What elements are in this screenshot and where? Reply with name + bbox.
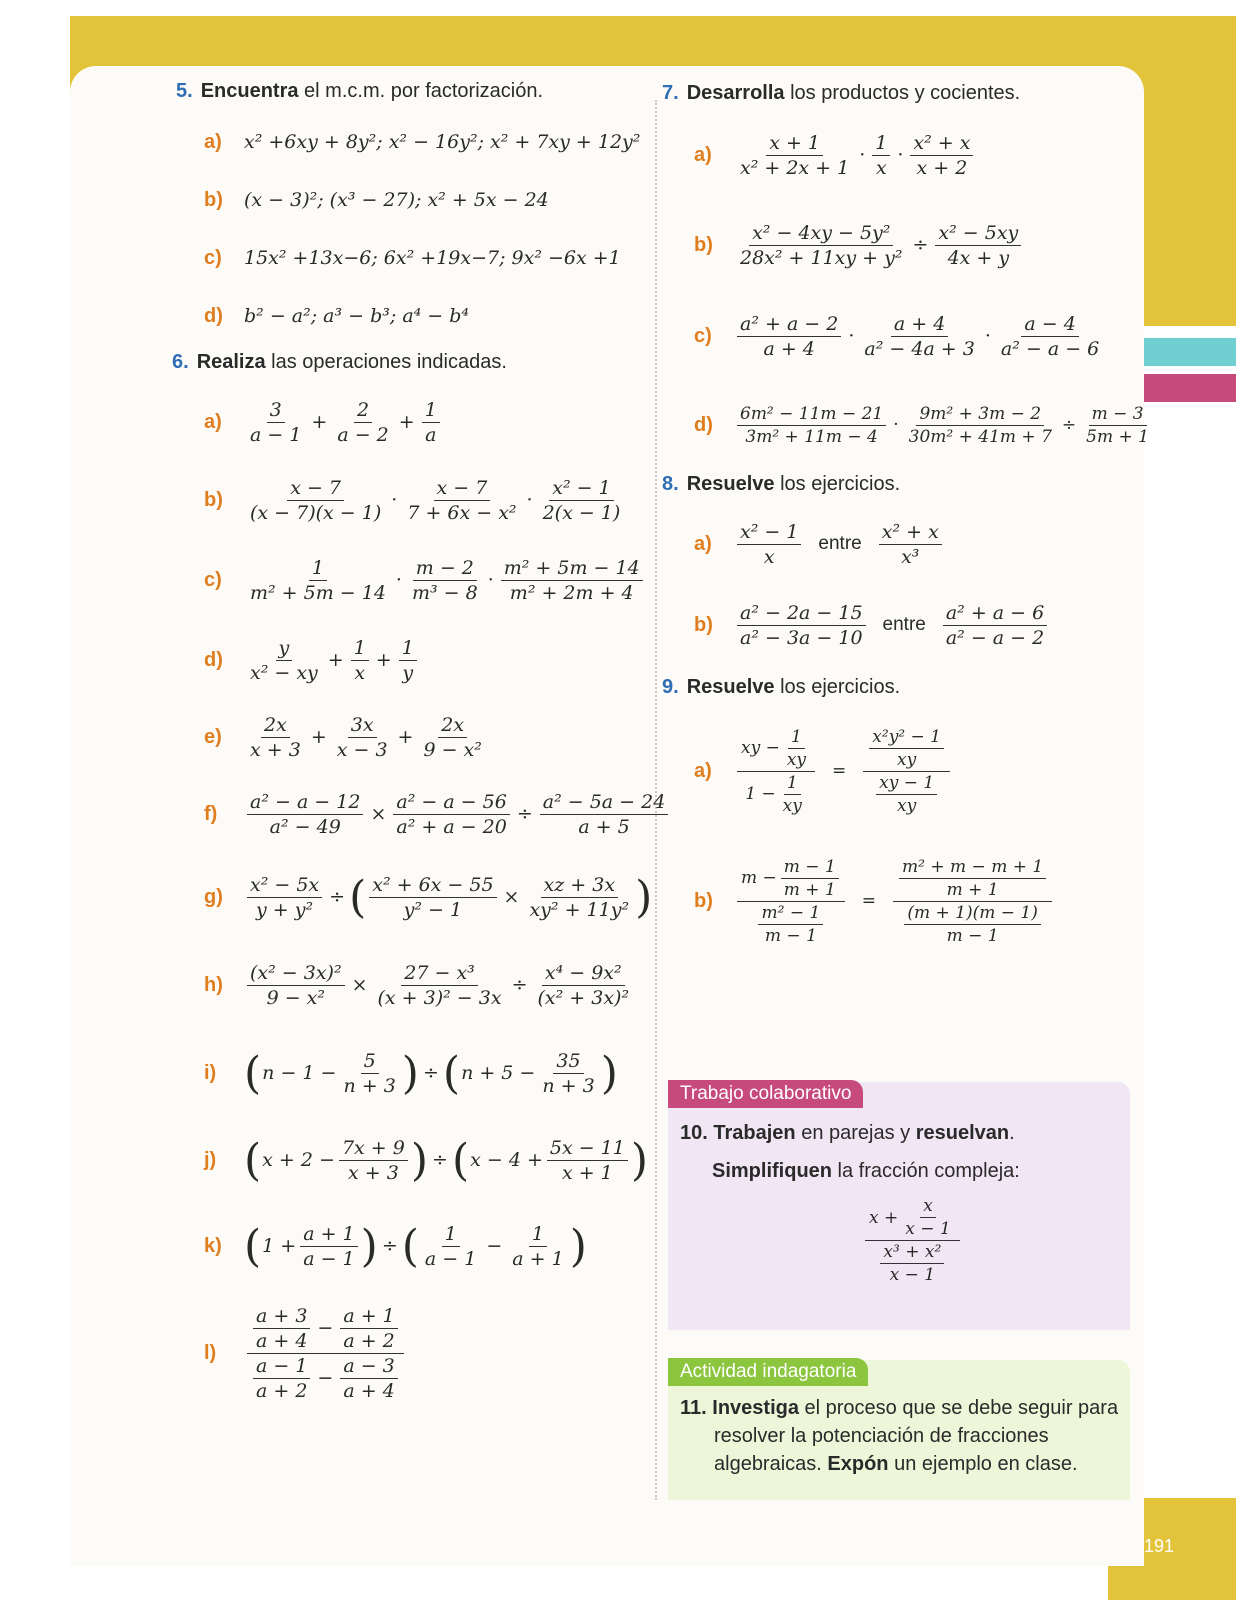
math-expression: ( x + 2 − $\frac{7x + 9}{x + 3}$ ) ÷ ( x − 4 + $\frac{5x - 11}{x + 1}$ ) bbox=[244, 1134, 649, 1186]
fraction bbox=[247, 477, 384, 524]
numerator: x² − 1 bbox=[549, 477, 613, 501]
numerator: 2x bbox=[438, 714, 467, 738]
fraction bbox=[300, 1223, 357, 1270]
denominator: x − 3 bbox=[336, 738, 388, 761]
ex6-item-e: e) $\frac{2x}{x + 3}$ + $\frac{3x}{x - 3}$ + $\frac{2x}{\text{9 − x²}}$ bbox=[204, 700, 646, 774]
fraction bbox=[737, 222, 905, 269]
numerator: x³ + x² bbox=[880, 1242, 944, 1264]
operator: − bbox=[486, 1235, 503, 1257]
denominator: xy bbox=[786, 749, 807, 770]
denominator: 30m² + 41m + 7 bbox=[908, 426, 1052, 447]
math-term: n − 1 − bbox=[262, 1062, 337, 1084]
page-number: 191 bbox=[1144, 1536, 1175, 1556]
fraction bbox=[375, 962, 505, 1009]
math-expression: $\frac{\text{x² − 1}}{x}$ entre $\frac{\text{x² + x}}{\text{x³}}$ bbox=[734, 521, 945, 568]
fraction bbox=[340, 1305, 397, 1352]
fraction bbox=[393, 791, 509, 838]
numerator: 9m² + 3m − 2 bbox=[916, 404, 1044, 426]
denominator: x bbox=[354, 661, 366, 684]
fraction bbox=[737, 521, 801, 568]
operator: − bbox=[317, 1317, 334, 1339]
fraction bbox=[998, 313, 1102, 360]
denominator: a − 1 bbox=[303, 1247, 355, 1270]
operator: · bbox=[526, 489, 533, 511]
denominator: m − 1 bbox=[946, 925, 999, 946]
numerator: x² + x bbox=[910, 132, 973, 156]
numerator bbox=[893, 857, 1052, 902]
ex6-item-k: k) ( 1 + $\frac{a + 1}{a - 1}$ ) ÷ ( $\frac{1}{a - 1}$ − $\frac{1}{a + 1}$ ) bbox=[204, 1220, 587, 1272]
denominator: x + 3 bbox=[347, 1161, 399, 1184]
fraction bbox=[540, 791, 669, 838]
fraction bbox=[737, 727, 815, 816]
fraction bbox=[340, 1355, 397, 1402]
denominator: x + 3 bbox=[250, 738, 301, 761]
denominator: (x + 3)² − 3x bbox=[377, 986, 502, 1009]
numerator: 2 bbox=[354, 399, 372, 423]
fraction bbox=[902, 1196, 953, 1239]
math-expression bbox=[244, 399, 443, 446]
numerator: a + 4 bbox=[891, 313, 948, 337]
operator: · bbox=[893, 415, 899, 435]
denominator: 7 + 6x − x² bbox=[407, 501, 517, 524]
denominator: xy bbox=[897, 795, 917, 816]
denominator: 9 − x² bbox=[266, 986, 325, 1009]
ex6-item-i: i) ( n − 1 − $\frac{5}{n + 3}$ ) ÷ ( n + 5 − $\frac{35}{n + 3}$ ) bbox=[204, 1047, 618, 1099]
denominator: (x² + 3x)² bbox=[537, 986, 630, 1009]
operator: · bbox=[984, 325, 991, 347]
denominator: a + 4 bbox=[256, 1329, 308, 1352]
numerator: 5 bbox=[361, 1050, 379, 1074]
ex7-item-d: d) $\frac{\text{6m² − 11m − 21}}{\text{3m² + 11m − 4}}$ · $\frac{\text{9m² + 3m − 2}}{\text{30m² + 41m + 7}}$ ÷ $\frac{m - 3}{5m + 1}$ bbox=[694, 381, 1126, 469]
denominator bbox=[870, 772, 943, 816]
math-expression bbox=[734, 727, 953, 816]
fraction bbox=[247, 962, 345, 1009]
fraction bbox=[534, 962, 632, 1009]
fraction bbox=[399, 637, 417, 684]
denominator: x + 1 bbox=[561, 1161, 613, 1184]
ex8-item-b: b) $\frac{\text{a² − 2a − 15}}{\text{a² − 3a − 10}}$ entre $\frac{\text{a² + a − 6}}{\text{a² − a − 2}}$ bbox=[694, 584, 1126, 666]
operator: · bbox=[897, 144, 904, 166]
denominator bbox=[741, 772, 811, 816]
fraction bbox=[253, 1355, 310, 1402]
fraction bbox=[865, 1196, 960, 1285]
denominator: (x − 7)(x − 1) bbox=[250, 501, 382, 524]
numerator: 3x bbox=[348, 714, 377, 738]
numerator bbox=[865, 1196, 960, 1241]
ex6-item-g: g) $\frac{\text{x² − 5x}}{\text{y + y²}}$ ÷ ( $\frac{\text{x² + 6x − 55}}{\text{y² − 1}}$ × $\frac{xz + 3x}{\text{xy² + 11y²}}$ ) bbox=[204, 871, 653, 923]
operator: ÷ bbox=[912, 234, 929, 256]
ex6-item-f: f) $\frac{\text{a² − a − 12}}{\text{a² − 49}}$ × $\frac{\text{a² − a − 56}}{\text{a² + a − 20}}$ ÷ $\frac{\text{a² − 5a − 24}}{a + 5}$ bbox=[204, 774, 646, 854]
collab-tag: Trabajo colaborativo bbox=[668, 1080, 863, 1108]
denominator: m + 1 bbox=[783, 879, 836, 900]
denominator: a + 4 bbox=[763, 337, 815, 360]
fraction bbox=[422, 1223, 479, 1270]
operator: + bbox=[375, 649, 392, 671]
numerator: (m + 1)(m − 1) bbox=[904, 903, 1041, 925]
math-expression bbox=[244, 714, 488, 761]
operator: + bbox=[311, 411, 328, 433]
ex5-item-d: d) b² − a²; a³ − b³; a⁴ − b⁴ bbox=[204, 304, 470, 327]
math-term: 1 − bbox=[745, 784, 776, 804]
fraction bbox=[737, 857, 845, 946]
denominator: a² − a − 2 bbox=[945, 626, 1045, 649]
ex9-item-a: a) xy − $\frac{1}{xy}$ 1 − $\frac{1}{xy}$ = $\frac{\frac{\text{x²y² − 1}}{xy}}{\frac{xy - 1}{xy}}$ bbox=[694, 707, 1126, 835]
numerator: x²y² − 1 bbox=[869, 727, 944, 749]
denominator: 5m + 1 bbox=[1086, 426, 1149, 447]
fraction bbox=[247, 791, 363, 838]
math-term: x + 2 − bbox=[262, 1149, 335, 1171]
operator: ÷ bbox=[1061, 415, 1077, 435]
math-expression bbox=[244, 962, 635, 1009]
operator: + bbox=[327, 649, 344, 671]
denominator: m + 1 bbox=[946, 879, 999, 900]
fraction bbox=[935, 222, 1021, 269]
operator: + bbox=[310, 726, 327, 748]
numerator: x − 7 bbox=[287, 477, 344, 501]
fraction bbox=[369, 874, 496, 921]
ex7-item-c: c) $\frac{\text{a² + a − 2}}{a + 4}$ · $\frac{a + 4}{\text{a² − 4a + 3}}$ · $\frac{a - 4}{\text{a² − a − 6}}$ bbox=[694, 291, 1126, 381]
operator: ÷ bbox=[329, 886, 346, 908]
collab-math bbox=[862, 1196, 963, 1285]
numerator: 1 bbox=[788, 727, 805, 749]
fraction bbox=[247, 874, 322, 921]
fraction bbox=[861, 313, 977, 360]
denominator: m³ − 8 bbox=[411, 581, 478, 604]
fraction bbox=[784, 727, 809, 770]
numerator: 6m² − 11m − 21 bbox=[737, 404, 886, 426]
fraction bbox=[863, 727, 950, 816]
math-expression: ( n − 1 − $\frac{5}{n + 3}$ ) ÷ ( n + 5 − $\frac{35}{n + 3}$ ) bbox=[244, 1047, 618, 1099]
denominator: x² + 2x + 1 bbox=[740, 156, 850, 179]
operator: − bbox=[317, 1367, 334, 1389]
ex7-item-a: a) $\frac{x + 1}{\text{x² + 2x + 1}}$ · $\frac{1}{x}$ · $\frac{\text{x² + x}}{x + 2}$ bbox=[694, 111, 1126, 199]
numerator: 27 − x³ bbox=[401, 962, 478, 986]
math-expression: ( 1 + $\frac{a + 1}{a - 1}$ ) ÷ ( $\frac{1}{a - 1}$ − $\frac{1}{a + 1}$ ) bbox=[244, 1220, 587, 1272]
denominator: a + 2 bbox=[256, 1379, 308, 1402]
exercise-9: 9. Resuelve los ejercicios. bbox=[662, 676, 901, 698]
fraction bbox=[409, 557, 481, 604]
numerator: a − 3 bbox=[340, 1355, 397, 1379]
fraction bbox=[526, 874, 632, 921]
numerator: xz + 3x bbox=[541, 874, 619, 898]
numerator: a − 1 bbox=[253, 1355, 310, 1379]
operator: + bbox=[398, 411, 415, 433]
fraction bbox=[339, 1137, 408, 1184]
operator: × bbox=[503, 886, 520, 908]
fraction bbox=[876, 773, 937, 816]
numerator bbox=[737, 727, 815, 772]
fraction bbox=[893, 857, 1052, 946]
operator: × bbox=[370, 803, 387, 825]
operator: · bbox=[391, 489, 398, 511]
denominator: a + 1 bbox=[512, 1247, 564, 1270]
fraction bbox=[737, 313, 841, 360]
denominator: a − 1 bbox=[250, 423, 302, 446]
fraction bbox=[539, 1050, 597, 1097]
denominator: a² − 4a + 3 bbox=[864, 337, 975, 360]
denominator: x² − xy bbox=[250, 661, 318, 684]
fraction bbox=[540, 477, 624, 524]
fraction bbox=[879, 521, 942, 568]
denominator: x + 2 bbox=[916, 156, 968, 179]
math-expression bbox=[734, 132, 976, 179]
numerator bbox=[737, 857, 845, 902]
denominator: x³ bbox=[901, 545, 920, 568]
denominator: a bbox=[425, 423, 437, 446]
numerator: x bbox=[920, 1196, 936, 1218]
fraction bbox=[247, 714, 304, 761]
numerator: a² − 2a − 15 bbox=[737, 602, 866, 626]
numerator: x² − 1 bbox=[737, 521, 801, 545]
numerator: a² + a − 2 bbox=[737, 313, 841, 337]
math-expression bbox=[244, 557, 646, 604]
math-term: x + bbox=[869, 1207, 899, 1228]
denominator: x bbox=[763, 545, 775, 568]
numerator bbox=[247, 1305, 404, 1354]
denominator: a + 5 bbox=[578, 815, 630, 838]
fraction bbox=[758, 903, 823, 946]
fraction bbox=[737, 404, 886, 447]
denominator: a² − 49 bbox=[269, 815, 341, 838]
denominator: 3m² + 11m − 4 bbox=[745, 426, 878, 447]
ex5-item-a: a) x² +6xy + 8y²; x² − 16y²; x² + 7xy + 12y² bbox=[204, 130, 641, 153]
ex6-item-h: h) $\frac{\text{(x² − 3x)²}}{\text{9 − x²}}$ × $\frac{\text{27 − x³}}{\text{(x + 3)² − 3x}}$ ÷ $\frac{\text{x⁴ − 9x²}}{\text{(x² + 3x)²}}$ bbox=[204, 940, 646, 1030]
numerator: x² + 6x − 55 bbox=[369, 874, 496, 898]
ex6-item-d: d) $\frac{y}{\text{x² − xy}}$ + $\frac{1}{x}$ + $\frac{1}{y}$ bbox=[204, 620, 646, 700]
numerator: x⁴ − 9x² bbox=[542, 962, 625, 986]
math-expression bbox=[244, 637, 420, 684]
numerator: x² − 5x bbox=[247, 874, 322, 898]
math-term: xy − bbox=[741, 738, 780, 758]
ex6-item-b: b) $\frac{x - 7}{(x - 7)(x - 1)}$ · $\frac{x - 7}{\text{7 + 6x − x²}}$ · $\frac{\text{x² − 1}}{2(x - 1)}$ bbox=[204, 460, 646, 540]
numerator: (x² − 3x)² bbox=[247, 962, 345, 986]
fraction bbox=[737, 132, 852, 179]
operator: · bbox=[395, 569, 402, 591]
numerator: 1 bbox=[351, 637, 369, 661]
denominator: a − 2 bbox=[337, 423, 389, 446]
numerator: m − 2 bbox=[413, 557, 477, 581]
fraction bbox=[420, 714, 484, 761]
fraction bbox=[247, 557, 389, 604]
ex5-item-b: b) (x − 3)²; (x³ − 27); x² + 5x − 24 bbox=[204, 188, 549, 211]
math-expression bbox=[734, 857, 1055, 946]
fraction bbox=[334, 399, 391, 446]
indag-text: 11. Investiga el proceso que se debe seguir para resolver la potenciación de fracciones algebraicas. Expón un ejemplo en clase. bbox=[680, 1397, 1119, 1475]
denominator: 4x + y bbox=[947, 246, 1010, 269]
math-term: x − 4 + bbox=[470, 1149, 543, 1171]
numerator: 3 bbox=[267, 399, 285, 423]
fraction bbox=[247, 637, 321, 684]
numerator: a² − a − 56 bbox=[393, 791, 509, 815]
fraction bbox=[247, 399, 304, 446]
denominator: n + 3 bbox=[542, 1074, 595, 1097]
numerator bbox=[863, 727, 950, 772]
numerator: x − 7 bbox=[434, 477, 491, 501]
numerator: y bbox=[276, 637, 293, 661]
numerator: m² + 5m − 14 bbox=[501, 557, 643, 581]
denominator bbox=[247, 1354, 404, 1402]
denominator: x bbox=[875, 156, 887, 179]
fraction bbox=[880, 1242, 944, 1285]
numerator: m − 1 bbox=[781, 857, 839, 879]
denominator bbox=[752, 902, 829, 946]
numerator: a + 1 bbox=[340, 1305, 397, 1329]
math-expression: $\frac{\text{x² − 5x}}{\text{y + y²}}$ ÷ ( $\frac{\text{x² + 6x − 55}}{\text{y² − 1}}$ × $\frac{xz + 3x}{\text{xy² + 11y²}}$ ) bbox=[244, 872, 652, 923]
collab-text: 10. Trabajen en parejas y resuelvan. Simplifiquen la fracción compleja: bbox=[680, 1122, 1020, 1182]
operator: ÷ bbox=[432, 1149, 448, 1171]
fraction bbox=[351, 637, 369, 684]
math-term: m − bbox=[741, 868, 777, 888]
numerator: m − 3 bbox=[1089, 404, 1147, 426]
denominator: y bbox=[402, 661, 414, 684]
operator: × bbox=[351, 974, 368, 996]
denominator: 2(x − 1) bbox=[542, 501, 621, 524]
denominator: y² − 1 bbox=[403, 898, 463, 921]
denominator: a² − 3a − 10 bbox=[740, 626, 863, 649]
numerator: m² + m − m + 1 bbox=[899, 857, 1046, 879]
denominator: xy² + 11y² bbox=[529, 898, 630, 921]
denominator: a + 2 bbox=[343, 1329, 395, 1352]
ex6-item-a: a) $\frac{3}{a - 1}$ + $\frac{2}{a - 2}$ + $\frac{1}{a}$ bbox=[204, 384, 646, 460]
math-expression: $\frac{\text{a² − 2a − 15}}{\text{a² − 3a − 10}}$ entre $\frac{\text{a² + a − 6}}{\text{a² − a − 2}}$ bbox=[734, 602, 1050, 649]
denominator: 28x² + 11xy + y² bbox=[740, 246, 903, 269]
denominator: 9 − x² bbox=[423, 738, 482, 761]
ex6-item-j: j) ( x + 2 − $\frac{7x + 9}{x + 3}$ ) ÷ ( x − 4 + $\frac{5x - 11}{x + 1}$ ) bbox=[204, 1134, 649, 1186]
numerator: 1 bbox=[529, 1223, 547, 1247]
exercise-6: 6. Realiza las operaciones indicadas. bbox=[172, 351, 507, 373]
operator: + bbox=[397, 726, 414, 748]
operator: ÷ bbox=[511, 974, 528, 996]
numerator: 2x bbox=[261, 714, 290, 738]
ex6-item-c: c) $\frac{1}{\text{m² + 5m − 14}}$ · $\frac{m - 2}{\text{m³ − 8}}$ · $\frac{\text{m² + 5m − 14}}{\text{m² + 2m + 4}}$ bbox=[204, 540, 646, 620]
indag-tag: Actividad indagatoria bbox=[668, 1358, 868, 1386]
fraction bbox=[906, 404, 1055, 447]
math-expression bbox=[734, 404, 1155, 447]
numerator: a² − 5a − 24 bbox=[540, 791, 669, 815]
numerator: x² − 4xy − 5y² bbox=[749, 222, 893, 246]
fraction bbox=[780, 773, 805, 816]
numerator: x² + x bbox=[879, 521, 942, 545]
fraction bbox=[501, 557, 643, 604]
denominator: a + 4 bbox=[343, 1379, 395, 1402]
math-expression bbox=[734, 222, 1024, 269]
exercise-5: 5. Encuentra el m.c.m. por factorización. bbox=[176, 80, 544, 102]
numerator: a − 4 bbox=[1021, 313, 1078, 337]
ex7-item-b: b) $\frac{\text{x² − 4xy − 5y²}}{\text{28x² + 11xy + y²}}$ ÷ $\frac{\text{x² − 5xy}}{4x + y}$ bbox=[694, 199, 1126, 291]
numerator: a² − a − 12 bbox=[247, 791, 363, 815]
denominator: m² + 5m − 14 bbox=[250, 581, 386, 604]
numerator: x + 1 bbox=[766, 132, 823, 156]
numerator: 7x + 9 bbox=[339, 1137, 408, 1161]
math-term: n + 5 − bbox=[461, 1062, 536, 1084]
math-expression bbox=[734, 313, 1105, 360]
numerator: 5x − 11 bbox=[547, 1137, 628, 1161]
numerator: 1 bbox=[309, 557, 327, 581]
denominator: y + y² bbox=[256, 898, 314, 921]
fraction bbox=[547, 1137, 628, 1184]
ex9-item-b: b) m − $\frac{m - 1}{m + 1}$ $\frac{\text{m² − 1}}{m - 1}$ = $\frac{\frac{\text{m² + m − m + 1}}{m + 1}}{\frac{(m + 1)(m - 1)}{m - 1}}$ bbox=[694, 835, 1126, 967]
exercise-7: 7. Desarrolla los productos y cocientes. bbox=[662, 82, 1021, 104]
numerator: m² − 1 bbox=[758, 903, 823, 925]
denominator: m² + 2m + 4 bbox=[509, 581, 634, 604]
operator: · bbox=[848, 325, 855, 347]
fraction bbox=[509, 1223, 566, 1270]
math-expression bbox=[244, 791, 671, 838]
fraction bbox=[247, 1305, 404, 1402]
operator: · bbox=[859, 144, 866, 166]
denominator bbox=[874, 1241, 950, 1285]
denominator: x − 1 bbox=[905, 1219, 951, 1239]
fraction bbox=[340, 1050, 398, 1097]
ex6-item-l: l) $\frac{a + 3}{a + 4}$ − $\frac{a + 1}{a + 2}$ $\frac{a - 1}{a + 2}$ − $\frac{a - 3}{a + 4}$ bbox=[204, 1288, 646, 1418]
fraction bbox=[253, 1305, 310, 1352]
math-expression bbox=[244, 1305, 407, 1402]
fraction bbox=[899, 857, 1046, 900]
denominator: a − 1 bbox=[424, 1247, 477, 1270]
numerator: 35 bbox=[553, 1050, 583, 1074]
operator: ÷ bbox=[381, 1235, 398, 1257]
numerator: xy − 1 bbox=[876, 773, 937, 795]
operator: ÷ bbox=[516, 803, 533, 825]
numerator: a + 3 bbox=[253, 1305, 310, 1329]
exercise-8: 8. Resuelve los ejercicios. bbox=[662, 473, 901, 495]
fraction bbox=[404, 477, 519, 524]
math-expression bbox=[244, 477, 626, 524]
numerator: x² − 5xy bbox=[935, 222, 1021, 246]
ex5-item-c: c) 15x² +13x−6; 6x² +19x−7; 9x² −6x +1 bbox=[204, 246, 621, 269]
fraction bbox=[737, 602, 866, 649]
numerator: 1 bbox=[399, 637, 417, 661]
fraction bbox=[869, 727, 944, 770]
denominator bbox=[898, 902, 1047, 946]
denominator: x − 1 bbox=[889, 1265, 936, 1285]
numerator: 1 bbox=[784, 773, 801, 795]
numerator: a + 1 bbox=[300, 1223, 357, 1247]
numerator: 1 bbox=[422, 399, 440, 423]
math-term: 1 + bbox=[262, 1235, 297, 1257]
fraction bbox=[422, 399, 440, 446]
denominator: a² + a − 20 bbox=[396, 815, 507, 838]
denominator: n + 3 bbox=[343, 1074, 396, 1097]
fraction bbox=[910, 132, 973, 179]
fraction bbox=[904, 903, 1041, 946]
operator: = bbox=[832, 761, 847, 781]
denominator: xy bbox=[897, 749, 917, 770]
operator: ÷ bbox=[422, 1062, 439, 1084]
numerator: 1 bbox=[872, 132, 890, 156]
left-column bbox=[172, 80, 666, 1418]
denominator: m − 1 bbox=[764, 925, 817, 946]
fraction bbox=[943, 602, 1047, 649]
numerator: a² + a − 6 bbox=[943, 602, 1047, 626]
numerator: 1 bbox=[442, 1223, 460, 1247]
fraction bbox=[334, 714, 391, 761]
right-column bbox=[662, 80, 1149, 967]
ex8-item-a: a) $\frac{\text{x² − 1}}{x}$ entre $\frac{\text{x² + x}}{\text{x³}}$ bbox=[694, 504, 1126, 584]
operator: = bbox=[861, 891, 877, 911]
denominator: a² − a − 6 bbox=[1000, 337, 1100, 360]
operator: · bbox=[487, 569, 494, 591]
fraction bbox=[1083, 404, 1152, 447]
fraction bbox=[781, 857, 839, 900]
fraction bbox=[872, 132, 890, 179]
denominator: xy bbox=[782, 795, 802, 816]
